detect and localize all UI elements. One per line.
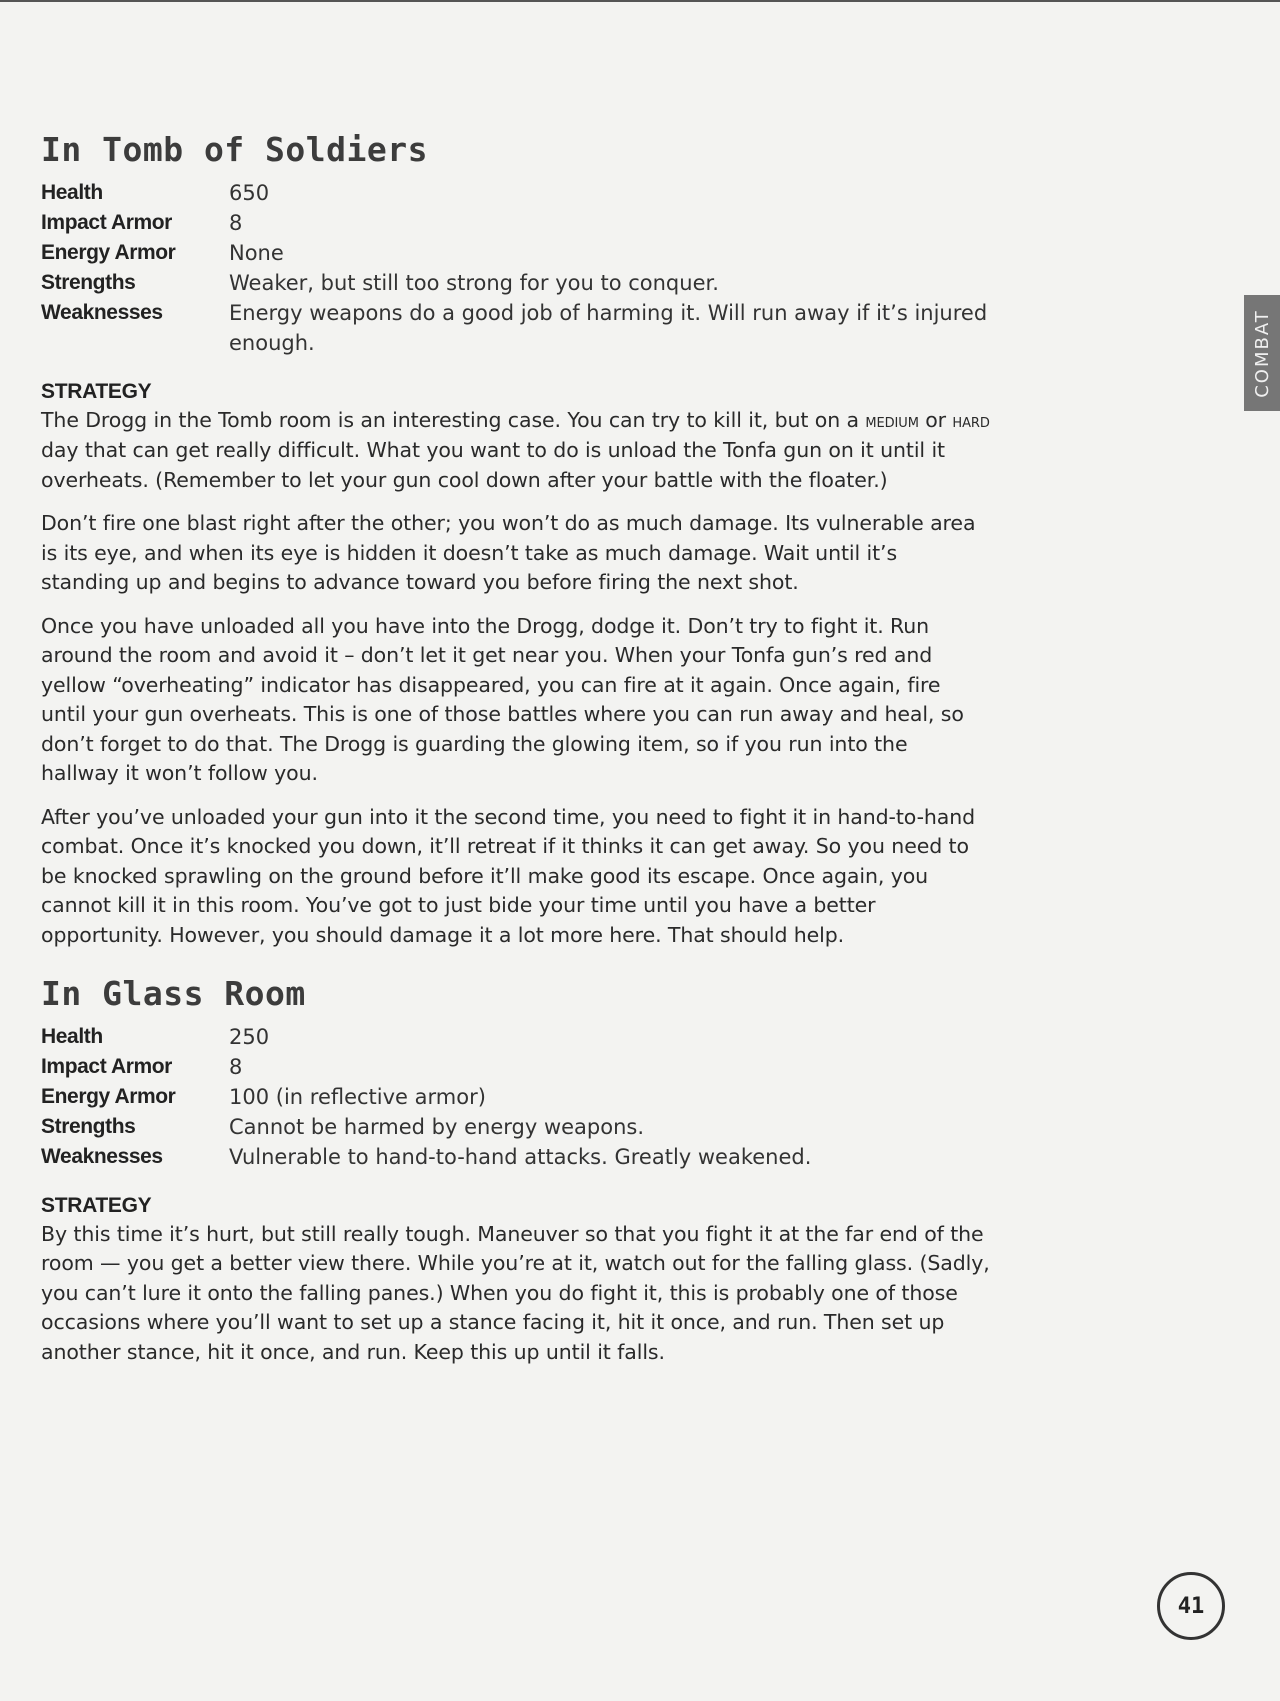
paragraph-text: day that can get really difficult. What you want to do is unload the Tonfa gun on it until it overheats. (Remember to let your gun cool down after your battle with the floater.) [41, 438, 945, 492]
stat-value: 8 [229, 1054, 243, 1079]
section-title-tomb: In Tomb of Soldiers [41, 130, 428, 169]
stat-label: Health [41, 180, 103, 204]
stat-label: Strengths [41, 270, 136, 294]
stat-label: Strengths [41, 1114, 136, 1138]
strategy-heading: STRATEGY [41, 1193, 152, 1217]
page-content [41, 130, 991, 1381]
stat-label: Weaknesses [41, 300, 163, 324]
stat-label: Impact Armor [41, 1054, 172, 1078]
difficulty-hard: hard [952, 410, 990, 432]
section-title-glass: In Glass Room [41, 974, 306, 1014]
stat-value: 8 [229, 210, 243, 235]
difficulty-medium: medium [865, 410, 919, 432]
section-glass-room [41, 974, 991, 1367]
stat-value: Energy weapons do a good job of harming it. Will run away if it’s injured enough. [229, 300, 988, 355]
stats-table-glass [41, 1022, 991, 1172]
paragraph: After you’ve unloaded your gun into it the second time, you need to fight it in hand-to-hand combat. Once it’s knocked you down, it’ll retreat if it thinks it can get away. So you need to be knocked sprawling on the ground before it’ll make good its escape. Once again, you cannot kill it in this room. You’ve got to just bide your time until you have a better opportunity. However, you should damage it a lot more here. That should help. [41, 804, 976, 947]
stat-value: Vulnerable to hand-to-hand attacks. Greatly weakened. [229, 1144, 812, 1169]
stat-value: Cannot be harmed by energy weapons. [229, 1114, 645, 1139]
paragraph: By this time it’s hurt, but still really tough. Maneuver so that you fight it at the far end of the room — you get a better view there. While you’re at it, watch out for the falling glass. (Sadly, you can’t lure it onto the falling panes.) When you do fight it, this is probably one of those occasions where you’ll want to set up a stance facing it, hit it once, and run. Then set up another stance, hit it once, and run. Keep this up until it falls. [41, 1221, 990, 1364]
chapter-tab-label: COMBAT [1251, 308, 1273, 398]
stat-label: Energy Armor [41, 240, 176, 264]
stat-value: 650 [229, 180, 270, 205]
stat-label: Weaknesses [41, 1144, 163, 1168]
paragraph-text: The Drogg in the Tomb room is an interesting case. You can try to kill it, but on a [41, 407, 866, 432]
stats-table-tomb [41, 178, 991, 358]
stat-label: Energy Armor [41, 1084, 176, 1108]
strategy-heading: STRATEGY [41, 379, 152, 403]
stat-value: 250 [229, 1024, 270, 1049]
top-rule [0, 0, 1280, 2]
paragraph [41, 406, 991, 496]
stat-value: 100 (in reflective armor) [229, 1084, 486, 1109]
paragraph: Once you have unloaded all you have into the Drogg, dodge it. Don’t try to fight it. Run around the room and avoid it – don’t let it get near you. When your Tonfa gun’s red and yellow “overheating” indicator has disappeared, you can fire at it again. Once again, fire until your gun overheats. This is one of those battles where you can run away and heal, so don’t forget to do that. The Drogg is guarding the glowing item, so if you run into the hallway it won’t follow you. [41, 613, 964, 786]
stat-label: Health [41, 1024, 103, 1048]
stat-value: Weaker, but still too strong for you to conquer. [229, 270, 719, 295]
chapter-tab-combat [1244, 295, 1280, 411]
stat-label: Impact Armor [41, 210, 172, 234]
paragraph: Don’t fire one blast right after the other; you won’t do as much damage. Its vulnerable area is its eye, and when its eye is hidden it doesn’t take as much damage. Wait until it’s standing up and begins to advance toward you before firing the next shot. [41, 511, 976, 595]
paragraph-text: or [918, 407, 953, 432]
page-number: 41 [1157, 1572, 1225, 1640]
stat-value: None [229, 240, 284, 265]
